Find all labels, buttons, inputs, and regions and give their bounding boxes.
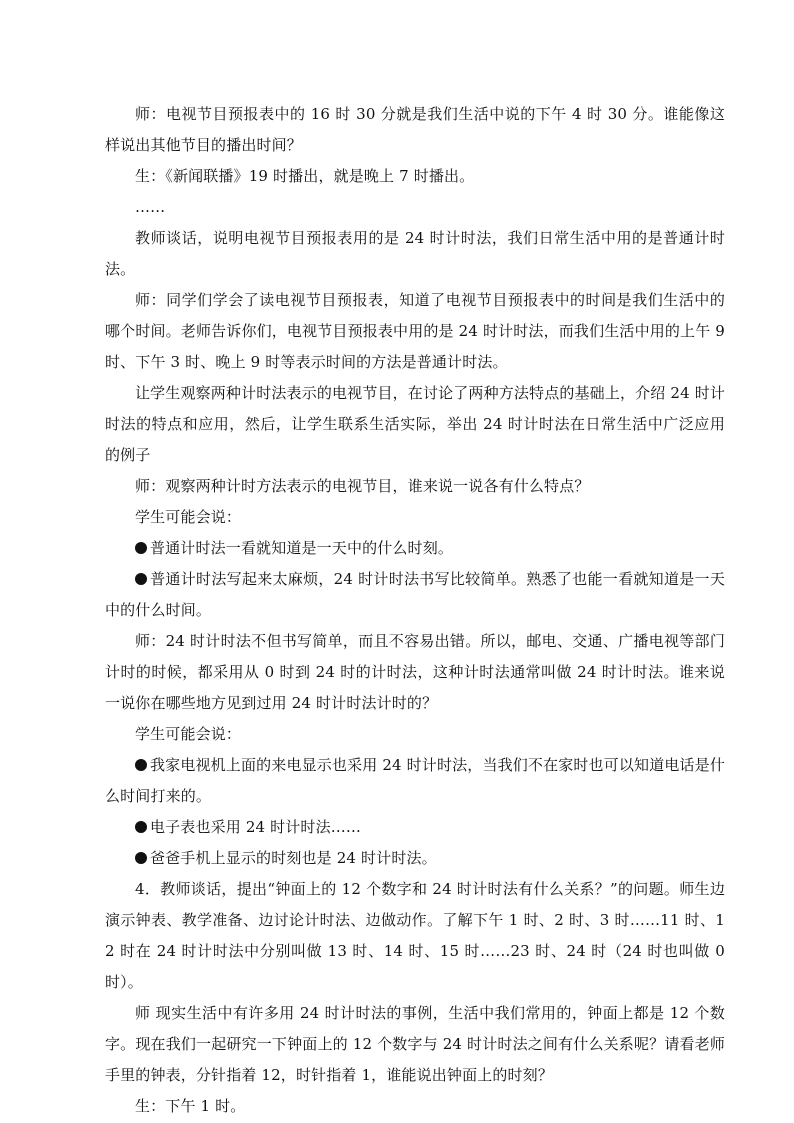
paragraph-step-4: 4．教师谈话，提出“钟面上的 12 个数字和 24 时计时法有什么关系？”的问题。师生边演示钟表、教学准备、边讨论计时法、边做动作。了解下午 1 时、2 时、3 时……11 时、12 时在 24 时计时法中分别叫做 13 时、14 时、15 时……23 时、24 时（24 时也叫做 0 时）。 [105,880,725,991]
bullet-item [105,533,725,564]
bullet-item [105,812,725,843]
paragraph-students-may-say-1: 学生可能会说： [135,508,242,526]
bullet-text: 电子表也采用 24 时计时法…… [150,818,362,836]
bullet-item [105,843,725,874]
paragraph-teacher-talk-1: 教师谈话，说明电视节目预报表用的是 24 时计时法，我们日常生活中用的是普通计时法。 [105,229,725,278]
bullet-dot-icon [135,852,147,864]
bullet-item [105,750,725,812]
bullet-dot-icon [135,759,147,771]
paragraph-activity-1: 让学生观察两种计时法表示的电视节目，在讨论了两种方法特点的基础上，介绍 24 时计时法的特点和应用，然后，让学生联系生活实际，举出 24 时计时法在日常生活中广泛应用的例子 [105,384,725,464]
bullet-text: 爸爸手机上显示的时刻也是 24 时计时法。 [150,849,437,867]
paragraph-teacher-explain-3: 师 现实生活中有许多用 24 时计时法的事例，生活中我们常用的，钟面上都是 12 个数字。现在我们一起研究一下钟面上的 12 个数字与 24 时计时法之间有什么关系呢？请看老师手里的钟表，分针指着 12，时针指着 1，谁能说出钟面上的时刻？ [105,1004,725,1084]
paragraph-teacher-question-2: 师：观察两种计时方法表示的电视节目，谁来说一说各有什么特点？ [135,477,590,495]
document-body [105,99,725,1122]
paragraph-teacher-explain-2: 师：24 时计时法不但书写简单，而且不容易出错。所以，邮电、交通、广播电视等部门计时的时候，都采用从 0 时到 24 时的计时法，这种计时法通常叫做 24 时计时法。谁来说一说你在哪些地方见到过用 24 时计时法计时的？ [105,632,725,712]
bullet-text: 普通计时法写起来太麻烦，24 时计时法书写比较简单。熟悉了也能一看就知道是一天中的什么时间。 [105,570,725,619]
bullet-dot-icon [135,821,147,833]
paragraph-teacher-explain-1: 师：同学们学会了读电视节目预报表，知道了电视节目预报表中的时间是我们生活中的哪个时间。老师告诉你们，电视节目预报表中用的是 24 时计时法，而我们生活中用的上午 9 时、下午 3 时、晚上 9 时等表示时间的方法是普通计时法。 [105,291,725,371]
paragraph-students-may-say-2: 学生可能会说： [135,725,242,743]
paragraph-student-answer-1: 生：《新闻联播》19 时播出，就是晚上 7 时播出。 [135,167,475,185]
paragraph-teacher-question-1: 师：电视节目预报表中的 16 时 30 分就是我们生活中说的下午 4 时 30 分。谁能像这样说出其他节目的播出时间？ [105,105,725,154]
bullet-dot-icon [135,573,147,585]
bullet-item [105,564,725,626]
bullet-text: 普通计时法一看就知道是一天中的什么时刻。 [150,539,454,557]
bullet-dot-icon [135,542,147,554]
paragraph-student-answer-2: 生：下午 1 时。 [135,1097,246,1115]
bullet-text: 我家电视机上面的来电显示也采用 24 时计时法，当我们不在家时也可以知道电话是什么时间打来的。 [105,756,725,805]
paragraph-ellipsis: …… [135,198,166,216]
